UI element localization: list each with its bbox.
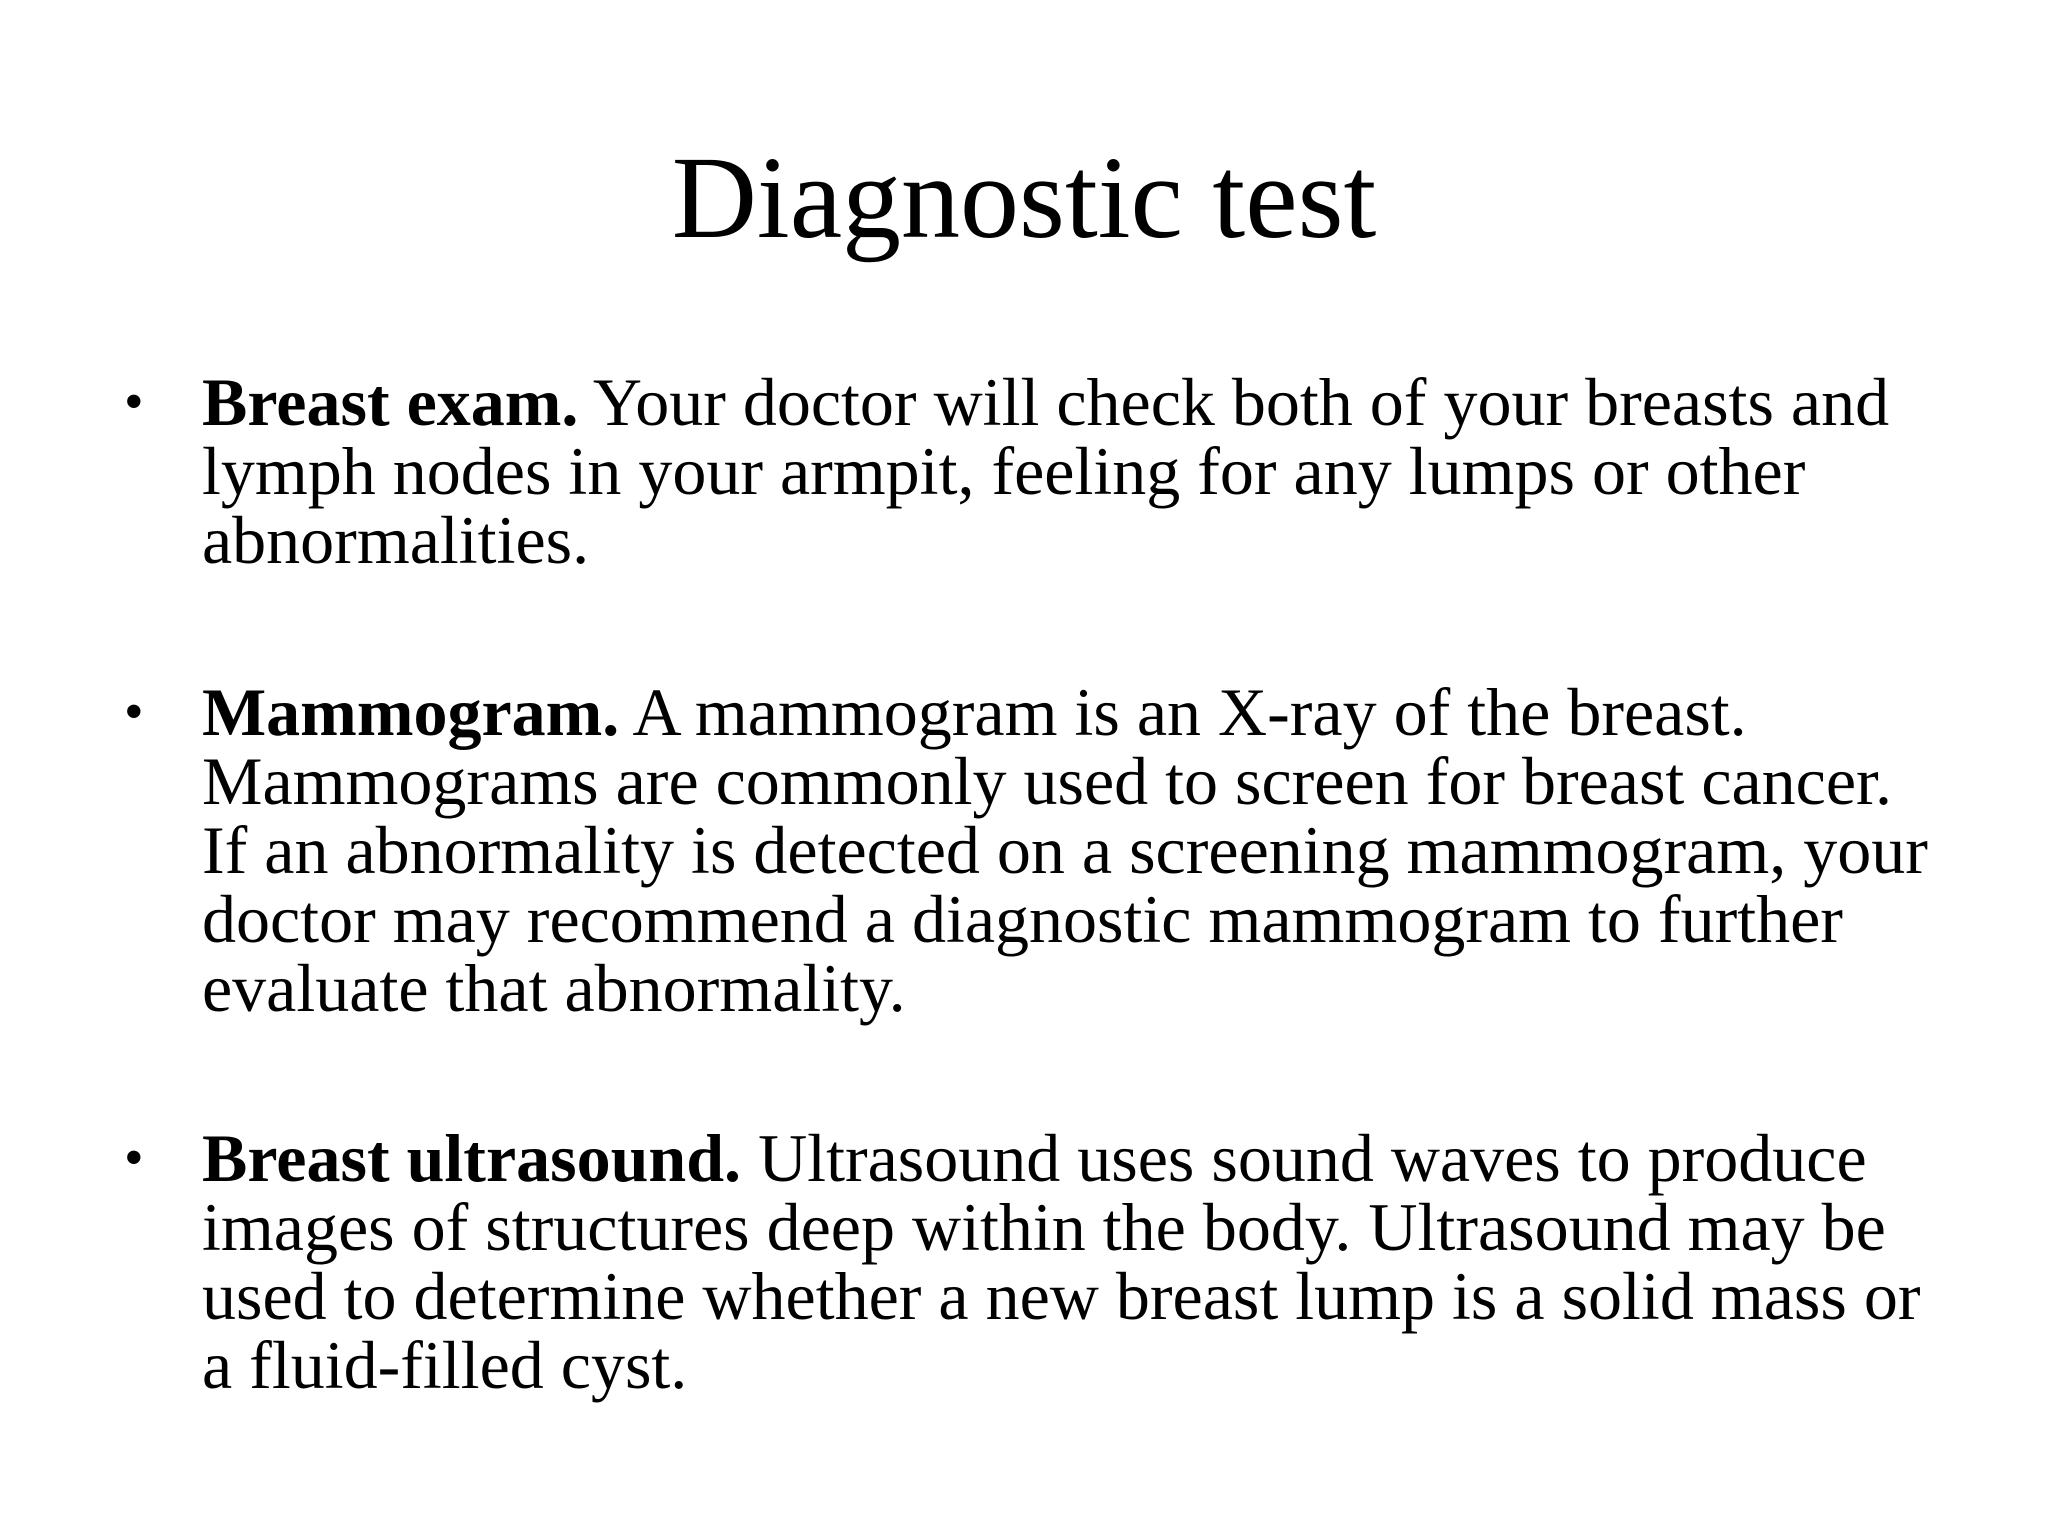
bullet-term: Breast ultrasound. xyxy=(202,1120,742,1196)
bullet-breast-ultrasound xyxy=(124,1120,1942,1403)
bullet-text: A mammogram is an X-ray of the breast. Mammograms are commonly used to screen for breast cancer. If an abnormality is detected on a screening mammogram, your doctor may recommend a diagnostic mammogram to further evaluate that abnormality. xyxy=(202,674,1928,1026)
bullet-dot: • xyxy=(124,1127,144,1189)
bullet-breast-exam xyxy=(124,364,1942,578)
bullet-dot: • xyxy=(124,681,144,743)
bullet-mammogram xyxy=(124,674,1942,1026)
bullet-term: Breast exam. xyxy=(202,364,579,440)
bullet-term: Mammogram. xyxy=(202,674,620,750)
bullet-text: Ultrasound uses sound waves to produce images of structures deep within the body. Ultrasound may be used to determine whether a new breast lump is a solid mass or a fluid-filled cyst. xyxy=(202,1120,1921,1403)
bullet-dot: • xyxy=(124,371,144,433)
slide-title: Diagnostic test xyxy=(671,132,1377,263)
bullet-text: Your doctor will check both of your breasts and lymph nodes in your armpit, feeling for any lumps or other abnormalities. xyxy=(202,364,1890,578)
